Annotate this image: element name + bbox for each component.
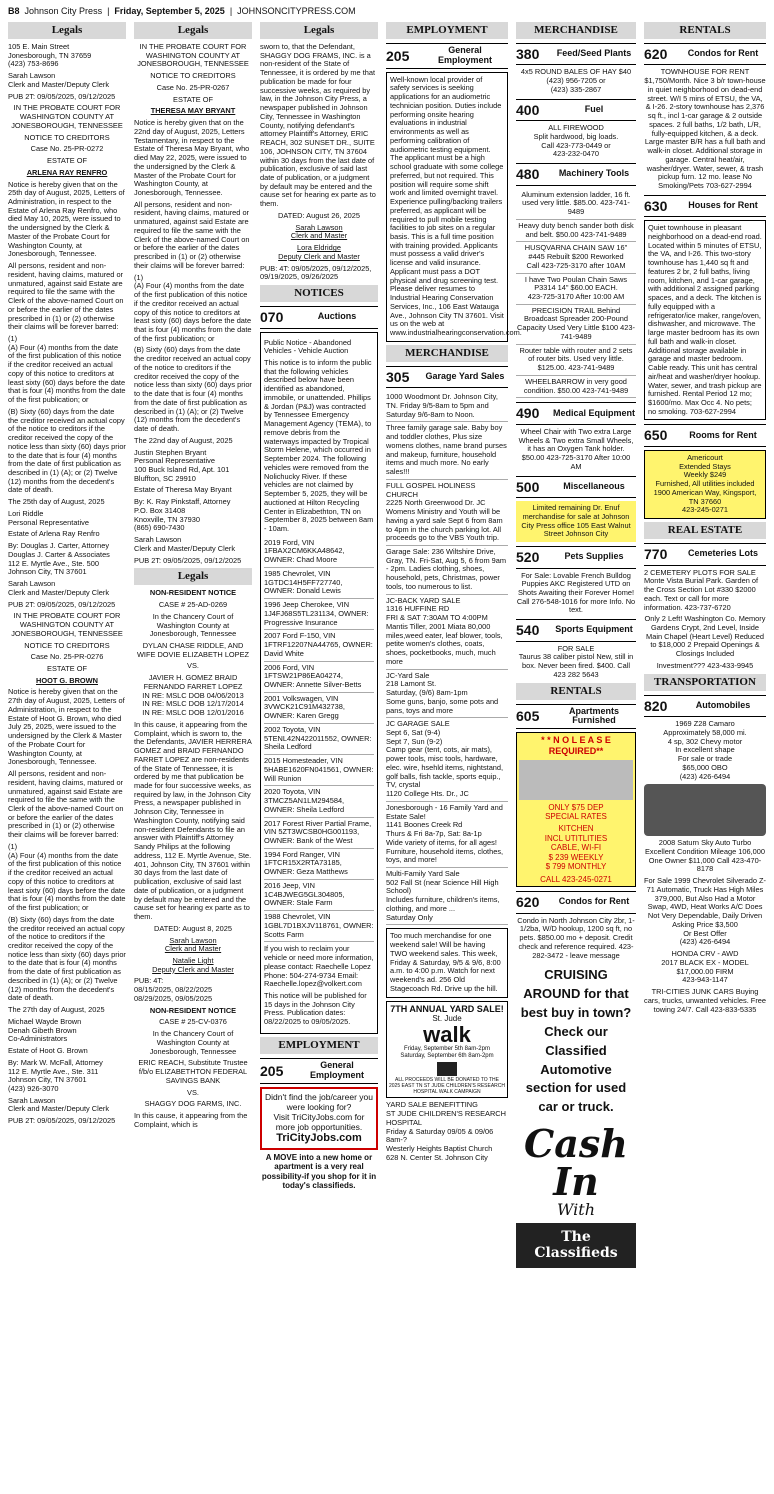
notice-body: sworn to, that the Defendant, SHAGGY DOG FRAMS, INC. is a non-resident of the State of Tennessee, it is ordered by me that publication be made for four successive weeks, as required by law, in the Johnson City Press, a newspaper published in Johnson City, Tennessee in Washington County, notifying defendant's attorney Plaintiff's Attorney, ERIC REACH, 302 SUNSET DR., SUITE 106, JOHNSON CITY, TN 37604 within 30 days from the last date of publication, exclusive of said last date of publication, or a judgment by default may be entered and the cause set for hearing ex parte as to them.	[260, 41, 376, 209]
case-number: Case No. 25-PR-0276	[30, 652, 104, 662]
auction-dates: This notice will be published for 15 days in the Johnson City Press. Publication dates: 08/22/2025 to 09/05/2025.	[264, 991, 367, 1027]
walk-brand: St. Jude	[432, 1014, 462, 1024]
category-employment	[260, 1058, 378, 1084]
car-photo	[644, 784, 766, 836]
section-header: MERCHANDISE	[516, 22, 636, 39]
court-heading: In the Chancery Court of Washington County at Jonesborough, Tennessee	[149, 611, 237, 639]
estate-name: HOOT G. BROWN	[36, 675, 98, 685]
court-heading: IN THE PROBATE COURT FOR WASHINGTON COUNTY AT JONESBOROUGH, TENNESSEE	[11, 611, 123, 638]
category-number: 770	[644, 546, 668, 563]
notice-body: (B) Sixty (60) days from the date the creditor received an actual copy of the notice to creditors if the creditor received the copy of the notice less than sixty (60) days prior to the date that is four (4) months from the date of first publication as described in (1) (A); or (2) Twelve (12) months from the decedent's date of death.	[8, 914, 126, 1003]
list-item: JC GARAGE SALE Sept 6, Sat (9-4) Sept 7, Sun (9-2) Camp gear (tent, cots, air mats), power tools, misc tools, hardware, elec. wire, hsehld items, nightstand, golf balls, fish tackle, sports equip., TV, crystal 1120 College Hts. Dr., JC	[386, 718, 508, 802]
classified-ad: Only 2 Left! Washington Co. Memory Gardens Crypt, 2nd Level, Inside Main Chapel (Heart Level) Reduced to $18,000 2 Prepaid Openings & Closings Included	[644, 614, 766, 659]
court-heading: In the Chancery Court of Washington County at Jonesborough, Tennessee	[149, 1029, 237, 1056]
list-item: Heavy duty bench sander both disk and belt. $50.00 423-741-9489	[516, 220, 636, 242]
list-item: Aluminum extension ladder, 16 ft. used very little. $85.00. 423-741-9489	[516, 189, 636, 220]
category-title: Rooms for Rent	[689, 429, 757, 440]
pub-dates: PUB: 4T: 09/05/2025, 09/12/2025, 09/19/2025, 09/26/2025	[260, 263, 372, 282]
category-number: 490	[516, 405, 540, 422]
category-number: 820	[644, 697, 668, 714]
pub-dates: PUB 2T: 09/05/2025, 09/12/2025	[8, 91, 116, 101]
notice-title: NOTICE TO CREDITORS	[24, 132, 110, 142]
walk-title: 7TH ANNUAL YARD SALE!	[390, 1003, 504, 1014]
rentals-column	[644, 22, 766, 1488]
legals-column-2	[134, 22, 252, 1488]
cruising-ad: CRUISING AROUND for that best buy in town? Check our Classified Automotive section for used car or truck.	[520, 967, 632, 1115]
classified-ad: Quiet townhouse in pleasant neighborhood on a dead-end road. Located within 5 minutes of ETSU, the VA, and I-26. This two-story townhouse has 1,440 sq ft and features 2 br, 2 full baths, living room, kitchen, and 1-car garage, with additional 2 assigned parking spaces, and a deck. The kitchen is fully equipped with a refrigerator/ice maker, range/oven, dishwasher, and microwave. The large master bedroom has its own full bath and walk-in closet. Additional storage available in garage and master bedroom. Cable ready. This unit has central air/heat and washer/dryer hookup. Water, sewer, and trash pickup are furnished. Rental Period 12 mo; $1600/mo. Max Occ 4. No pets; no smoking. 703-627-2994	[644, 220, 766, 420]
pub-dates: PUB 2T: 09/05/2025, 09/12/2025	[8, 599, 116, 609]
notice-title: NON-RESIDENT NOTICE	[149, 588, 237, 598]
category-title: Pets Supplies	[564, 551, 624, 562]
notice-title: NON-RESIDENT NOTICE	[149, 1005, 237, 1015]
category-title: Garage Yard Sales	[425, 371, 505, 382]
category-automobiles	[644, 695, 766, 718]
category-number: 305	[386, 368, 410, 385]
yard-sale-list	[386, 391, 508, 925]
notice-body: (1) (A) Four (4) months from the date of the first publication of this notice if the creditor received an actual copy of this notice to creditors at least sixty (60) days before the date that is four (4) months from the date of the first publication; or	[8, 334, 126, 405]
address: 105 E. Main Street Jonesborough, TN 37659 (423) 753-8696	[8, 41, 92, 69]
category-title: Medical Equipment	[552, 407, 635, 418]
category-title: Houses for Rent	[688, 200, 758, 211]
attorney: By: Douglas J. Carter, Attorney Douglas J. Carter & Associates 112 E. Myrtle Ave., Ste. 500 Johnson City, TN 37601	[8, 541, 110, 577]
category-auctions	[260, 306, 378, 329]
section-header: Legals	[260, 22, 378, 39]
auction-body: This notice is to inform the public that the following vehicles described below have been identified as abandoned, immobile, or unattended. Phillips & Jordan (P&J) was contracted by Tennessee Emergency Management Agency (TEMA), to remove debris from the waterways impacted by Tropical Storm Helene, which occurred in September 2024. The following vehicles were removed from the Nolichucky River. If these vehicles are not claimed by September 5, 2025, they will be auctioned at Hilton Recycling Center in Elizabethton, TN on September 8, 2025 between 8am - 10am.	[264, 358, 374, 533]
classified-ad: TOWNHOUSE FOR RENT $1,750/Month. Nice 3 b/r town-house in quiet neighborhood on dead-end street. W/I 5 mins of ETSU, the VA, & I-26. 2-story townhouse has 2,376 sq ft., incl 1-car garage & 2 outside spaces. 2 full baths, 1/2 bath, L/R, fully-equipped kitchen, & a deck. Large master B/R has a full bath and walk-in closet. Additional storage in garage. Central heat/air, washer/dryer. Water, sewer, & trash pickup furn. 12 mo. lease No Smoking/Pets 703-627-2994	[644, 67, 766, 191]
attorney: By: K. Ray Pinkstaff, Attorney P.O. Box 31408 Knoxville, TN 37930 (865) 690-7430	[134, 497, 231, 533]
cash-in-title: Cash In	[524, 1121, 628, 1205]
page-header: B8 Johnson City Press | Friday, September 5, 2025 | JOHNSONCITYPRESS.COM	[8, 6, 356, 16]
category-houses	[644, 195, 766, 218]
representative: Lori Riddle Personal Representative	[8, 508, 89, 527]
section-header: Legals	[8, 22, 126, 39]
defendants: JAVIER H. GOMEZ BRAID FERNANDO FARRET LOPEZ IN RE: MSLC DOB 04/06/2013 IN RE: MSLC DOB 12/17/2014 IN RE: MSLC DOB 12/01/2016	[142, 673, 244, 718]
category-title: Cemeteries Lots	[687, 548, 759, 559]
classified-ad: Limited remaining Dr. Enuf merchandise for sale at Johnson City Press office 105 East Walnut Street Johnson City	[516, 501, 636, 542]
signature: Sarah Lawson Clerk and Master	[164, 935, 222, 954]
category-rooms	[644, 424, 766, 447]
representative: Justin Stephen Bryant Personal Representative 100 Buck Island Rd, Apt. 101 Bluffton, SC 29910	[134, 447, 230, 483]
pub-dates: PUB 2T: 09/05/2025, 09/12/2025	[8, 1116, 116, 1126]
list-item: 2001 Volkswagen, VIN 3VWCK21C91M432738, OWNER: Karen Gregg	[264, 693, 374, 724]
classified-ad: 2008 Saturn Sky Auto Turbo Excellent Condition Mileage 106,000 One Owner $11,000 Call 423-470-8178	[645, 838, 765, 874]
list-item: Router table with router and 2 sets of router bits. Used very little. $125.00. 423-741-9489	[516, 345, 636, 376]
legals-column-1	[8, 22, 126, 1488]
auction-notice	[260, 332, 378, 1034]
category-number: 540	[516, 622, 540, 639]
list-item: 2016 Jeep, VIN 1C4BJWEG5GL304805, OWNER: Stale Farm	[264, 880, 374, 911]
category-number: 620	[644, 45, 668, 62]
section-header: TRANSPORTATION	[644, 674, 766, 691]
notice-body: (B) Sixty (60) days from the date the creditor received an actual copy of the notice to creditors if the creditor received the copy of the notice less than sixty (60) days prior to the date that is four (4) months from the date of first publication as described in (1) (A); or (2) Twelve (12) months from the decedent's date of death.	[8, 406, 126, 495]
classified-ad: Americourt Extended Stays Weekly $249 Furnished, All utilities included 1900 American Way, Kingsport, TN 37660 423-245-0271	[644, 450, 766, 519]
notice-body: In this cause, it appearing from the Complaint, which is	[134, 1110, 248, 1129]
classified-ad: Condo in North Johnson City 2br, 1-1/2ba, W/D hookup, 1200 sq ft, no pets. $850.00 mo + deposit. Credit check and reference required. 423-282-3472 - leave message	[517, 915, 635, 960]
notice-date: The 25th day of August, 2025	[8, 497, 105, 507]
list-item: 2019 Ford, VIN 1FBAX2CM6KKA48642, OWNER: Chad Moore	[264, 537, 374, 568]
list-item: FULL GOSPEL HOLINESS CHURCH 2225 North Greenwood Dr. JC Womens Ministry and Youth will be having a yard sale Sept 6 from 8am to 4pm in the church parking lot. All proceeds go to the VBS Youth trip.	[386, 480, 508, 546]
category-number: 620	[516, 894, 540, 911]
signature: Lora Eldridge Deputy Clerk and Master	[278, 243, 360, 261]
classified-ad: Wheel Chair with Two extra Large Wheels & Two extra Small Wheels, it has an Oxygen Tank holder. $50.00 423-725-3170 After 10:00 AM	[518, 426, 634, 471]
section-header: RENTALS	[516, 683, 636, 700]
list-item: 1985 Chevrolet, VIN 1GTDC14H5FF727740, OWNER: Donald Lewis	[264, 568, 374, 599]
section-header: Legals	[134, 568, 252, 585]
signature: Sarah Lawson Clerk and Master/Deputy Clerk	[134, 535, 236, 553]
site-url: JOHNSONCITYPRESS.COM	[237, 6, 356, 16]
category-number: 380	[516, 45, 540, 62]
yard-sale-ad: Too much merchandise for one weekend sale! Will be having TWO weekend sales. This week, Friday & Saturday, 9/5 & 9/6, 8:00 a.m. to 4:00 p.m. Watch for next weekend's ad. 256 Old Stagecoach Rd. Drive up the hill.	[386, 928, 508, 997]
list-item: Multi-Family Yard Sale 502 Fall St (near Science Hill High School) Includes furniture, children's items, clothing, and more ... Saturday Only	[386, 868, 508, 925]
notice-date: The 27th day of August, 2025	[8, 1005, 105, 1015]
tricityjobs-ad[interactable]	[260, 1087, 378, 1150]
category-machinery	[516, 163, 636, 186]
list-item: 2002 Toyota, VIN 5TENL42N422011552, OWNER: Sheila Ledford	[264, 724, 374, 755]
list-item: Three family garage sale. Baby boy and toddler clothes, Plus size womens clothes, name brand purses and makeup, furniture, household items and much more. No early sales!!!	[386, 422, 508, 479]
list-item: 2017 Forest River Partial Frame, VIN 5ZT3WCSB0HG001193, OWNER: Bank of the West	[264, 818, 374, 849]
estate-label: ESTATE OF	[47, 156, 87, 166]
list-item: 1000 Woodmont Dr. Johnson City, TN. Friday 9/5-8am to 5pm and Saturday 9/6-8am to Noon.	[386, 391, 508, 422]
category-number: 205	[386, 47, 410, 64]
st-jude-walk-ad	[386, 1001, 508, 1099]
category-condos	[644, 43, 766, 66]
st-jude-logo-icon	[437, 1062, 457, 1076]
section-header: EMPLOYMENT	[386, 22, 508, 39]
classified-ad: For Sale 1999 Chevrolet Silverado Z-71 Automatic, Truck Has High Miles 379,000, But Also Had a Motor Swap, 4WD, Heat Works A/C Does Not Very Dependable, Daily Driven Asking Price $3,500 Or Best Offer (423) 426-6494	[644, 876, 767, 947]
category-feed	[516, 43, 636, 66]
category-title: General Employment	[437, 44, 492, 65]
notice-body: (1) (A) Four (4) months from the date of the first publication of this notice if the creditor received an actual copy of this notice to creditors at least sixty (60) days before the date that is four (4) months from the date of the first publication; or	[8, 841, 126, 913]
classified-ad: 2 CEMETERY PLOTS FOR SALE Monte Vista Burial Park. Garden of the Cross Section Lot #330 $2000 each. Text or call for more information. 423-737-6720	[644, 567, 759, 612]
auction-title: Public Notice - Abandoned Vehicles - Vehicle Auction	[264, 337, 352, 356]
category-number: 650	[644, 427, 668, 444]
category-apartments	[516, 704, 636, 730]
legals-column-3	[260, 22, 378, 1488]
notice-date: DATED: August 8, 2025	[154, 923, 232, 933]
category-number: 480	[516, 166, 540, 183]
tool-list	[516, 189, 636, 399]
list-item: 1996 Jeep Cherokee, VIN 1J4FJ68S5TL231134, OWNER: Progressive Insurance	[264, 599, 374, 630]
classified-ad: HONDA CRV - AWD 2017 BLACK EX - MODEL $17,000.00 FIRM 423-943-1147	[661, 949, 749, 985]
versus: VS.	[187, 1087, 199, 1097]
apt-headline: * * N O L E A S E REQUIRED**	[541, 735, 611, 756]
list-item: I have Two Poulan Chain Saws P3314 14" $60.00 EACH. 423-725-3170 After 10:00 AM	[516, 274, 636, 305]
list-item: Jonesborough - 16 Family Yard and Estate Sale! 1141 Boones Creek Rd Thurs & Fri 8a-7p, Sat: 8a-1p Wide variety of items, for all ages! Furniture, household items, clothes, toys, and more!	[386, 802, 508, 868]
list-item: JC-BACK YARD SALE 1316 HUFFINE RD FRI & SAT 7:30AM TO 4:00PM Mantis Tiller, 2001 Miata 80,000 miles,weed eater, leaf blower, tools, petite women's clothes, coats, shoes, pocketbooks, much, much more	[386, 595, 508, 670]
category-title: Automobiles	[695, 699, 751, 710]
case-number: CASE # 25-AD-0269	[158, 600, 228, 610]
auction-contact: If you wish to reclaim your vehicle or need more information, please contact: Raechelle Lopez Phone: 504-274-9734 Email: Raechelle.lopez@volkert.com	[264, 944, 374, 989]
category-title: Auctions	[317, 311, 357, 322]
notice-body: (B) Sixty (60) days from the date the creditor received an actual copy of the notice to creditors if the creditor received the copy of the notice less than sixty (60) days prior to the date that is four (4) months from the date of first publication as described in (1) (A); or (2) Twelve (12) months from the decedent's date of death.	[134, 345, 252, 434]
issue-date: Friday, September 5, 2025	[114, 6, 225, 16]
category-cemeteries	[644, 543, 766, 566]
notice-body: Notice is hereby given that on the 22nd day of August, 2025, Letters Testamentary, in respect to the Estate of Theresa May Bryant, who died May 22, 2025, were issued to the undersigned by the Clerk & Master of the Probate Court for Washington County, at Jonesborough, Tennessee.	[134, 118, 250, 197]
estate-name: ARLENA RAY RENFRO	[26, 167, 108, 177]
pub-dates: PUB 2T: 09/05/2025, 09/12/2025	[134, 555, 242, 565]
list-item: HUSQVARNA CHAIN SAW 16" #445 Rebuilt $200 Reworked Call 423-725-3170 after 10AM	[516, 242, 636, 273]
category-medical	[516, 402, 636, 425]
list-item: 2020 Toyota, VIN 3TMCZ5AN1LM294584, OWNER: Sheila Ledford	[264, 786, 374, 817]
apt-phone: CALL 423-245-0271	[540, 874, 612, 884]
cash-in-classifieds: The Classifieds	[516, 1223, 636, 1268]
section-header: REAL ESTATE	[644, 522, 766, 539]
employment-column	[386, 22, 522, 1488]
apartment-photo	[519, 760, 633, 800]
category-sports	[516, 619, 636, 642]
list-item: WHEELBARROW in very good condition. $50.00 423-741-9489	[516, 376, 636, 398]
notice-body: Notice is hereby given that on the 25th day of August, 2025, Letters of Administration, in respect to the Estate of Arlena Ray Renfro, who died May 10, 2025, were issued to the undersigned by the Clerk & Master of the Probate Court for Washington County, at Jonesborough, Tennessee.	[8, 179, 125, 259]
classified-ad: TRI-CITIES JUNK CARS Buying cars, trucks, unwanted vehicles. Free towing 24/7. Call 423-833-5335	[644, 987, 766, 1014]
tcj-logo: TriCityJobs.com	[276, 1131, 362, 1144]
estate-ref: Estate of Theresa May Bryant	[134, 485, 232, 495]
section-header: RENTALS	[644, 22, 766, 39]
estate-name: THERESA MAY BRYANT	[150, 106, 236, 116]
notice-title: NOTICE TO CREDITORS	[150, 71, 236, 81]
list-item: JC-Yard Sale 218 Lamont St. Saturday, (9/6) 8am-1pm Some guns, banjo, some pots and pans, toys and more	[386, 670, 508, 719]
case-number: Case No. 25-PR-0272	[30, 144, 104, 154]
representative: Michael Wayde Brown Denah Gibeth Brown Co-Administrators	[8, 1016, 82, 1044]
list-item: 2006 Ford, VIN 1FTSW21P86EA04274, OWNER: Annette Silver-Betts	[264, 662, 374, 693]
estate-ref: Estate of Arlena Ray Renfro	[8, 529, 100, 539]
category-title: Condos for Rent	[687, 48, 759, 59]
walk-dates: Friday, September 5th 8am-2pm Saturday, September 6th 8am-2pm	[400, 1045, 494, 1059]
signature: Natalie Light Deputy Clerk and Master	[152, 955, 234, 974]
tcj-line: Visit TriCityJobs.com for more job opportunities.	[273, 1111, 365, 1132]
category-misc	[516, 476, 636, 499]
notice-date: DATED: August 26, 2025	[277, 210, 361, 220]
signature: Sarah Lawson Clerk and Master/Deputy Clerk	[8, 1095, 110, 1114]
category-title: General Employment	[309, 1059, 364, 1080]
category-number: 630	[644, 197, 668, 214]
category-pets	[516, 546, 636, 569]
estate-ref: Estate of Hoot G. Brown	[8, 1046, 88, 1056]
category-number: 070	[260, 309, 284, 326]
case-number: Case No. 25-PR-0267	[156, 82, 230, 92]
section-header: EMPLOYMENT	[260, 1037, 378, 1054]
list-item: PRECISION TRAIL Behind Broadcast Spreader 200-Pound Capacity Used Very Little $100 423-741-9489	[516, 305, 636, 345]
category-title: Machinery Tools	[558, 168, 630, 179]
cash-in-ad	[516, 1121, 636, 1268]
signature: Sarah Lawson Clerk and Master	[290, 222, 348, 241]
category-title: Condos for Rent	[558, 896, 630, 907]
notice-body: All persons, resident and non-resident, having claims, matured or unmatured, against said Estate are required to file the same with the Clerk of the above-named Court on or before the earlier of the dates prescribed in (1) or (2) otherwise their claims will be forever barred:	[8, 261, 124, 332]
list-item: 2015 Homesteader, VIN 5HABE1620FN041561, OWNER: Will Runion	[264, 755, 374, 786]
category-title: Feed/Seed Plants	[556, 48, 632, 59]
list-item: 2007 Ford F-150, VIN 1FTRF12207NA44765, OWNER: David White	[264, 630, 374, 661]
category-number: 605	[516, 708, 540, 725]
tcj-line: Didn't find the job/career you were looking for?	[265, 1091, 373, 1112]
notice-body: In this cause, it appearing from the Complaint, which is sworn to, the the Defendants, JAVIER HERRERA GOMEZ and BRAID FERNANDO FARRET LOPEZ are non-residents of the State of Tennessee, it is ordered by me that publication be made for four successive weeks, as required by law, in the Johnson City Press, a newspaper published in Johnson City, Tennessee in Washington County, notifying said non-resident Defendants to file an answer with Plaintiff's Attorney Sandy Philips at the following address, 112 E. Myrtle Avenue, Ste. 401, Johnson City, TN 37601 within 30 days from the last date of publication, exclusive of said last date of publication, or a judgment by default may be entered and the cause set for hearing ex parte as to them.	[134, 719, 252, 922]
merchandise-column	[516, 22, 636, 1488]
notice-body: All persons, resident and non-resident, having claims, matured or unmatured, against said Estate are required to file the same with the Clerk of the above-named Court on or before the earlier of the dates prescribed in (1) or (2) otherwise their claims will be forever barred:	[8, 769, 124, 840]
filler-ad: A MOVE into a new home or apartment is a very real possibility-if you shop for it in today's classifieds.	[261, 1152, 377, 1191]
list-item: Garage Sale: 236 Wiltshire Drive, Gray, TN. Fri-Sat, Aug 5, 6 from 9am - 2pm. Ladies clothing, shoes, household, pets, Christmas, power tools, too numerous to list.	[386, 546, 508, 595]
defendants: SHAGGY DOG FARMS, INC.	[144, 1099, 242, 1109]
walk-logo: walk	[423, 1021, 471, 1047]
plaintiffs: DYLAN CHASE RIDDLE, AND WIFE DOVIE ELIZABETH LOPEZ	[136, 641, 250, 659]
classified-ad: FOR SALE Taurus 38 caliber pistol New, still in box. Never been fired. $400. Call 423 282 5643	[518, 643, 634, 679]
job-ad: Well-known local provider of safety services is seeking applications for an audiometric technician position. Duties include performing onsite hearing evaluations in industrial environments as well as performing calibration of audiometric testing equipment. The applicant must be a high school graduate with some college preferred, but not required. This position will require some shift work and limited overnight travel. Experience pulling/backing trailers preferred, as applicant will be required to pull mobile testing facilities to job sites on a regular basis. This is a full time position with training provided. Applicants must possess a valid driver's license and valid insurance. Applicant must pass a DOT physical and drug screening test. Please deliver resumes to Industrial Hearing Conservation Services, Inc., 106 East Watauga Ave., Johnson City TN 37601. Visit us on the web at www.industrialhearingconservation.com.	[386, 72, 508, 342]
apartment-ad	[516, 732, 636, 887]
classified-ad: ALL FIREWOOD Split hardwood, big loads. Call 423-773-0449 or 423-232-0470	[533, 123, 619, 159]
apt-features: KITCHEN INCL UTITLITIES CABLE, WI-FI $ 239 WEEKLY $ 799 MONTHLY	[544, 824, 608, 872]
cash-in-with: With	[556, 1200, 595, 1220]
vehicle-list	[264, 537, 374, 943]
attorney: By: Mark W. McFall, Attorney 112 E. Myrtle Ave., Ste. 311 Johnson City, TN 37601 (423) 926-3070	[8, 1057, 103, 1094]
list-item: 1994 Ford Ranger, VIN 1FTCR15X2RTA73185, OWNER: Geza Matthews	[264, 849, 374, 880]
category-number: 400	[516, 101, 540, 118]
signature: Sarah Lawson Clerk and Master/Deputy Clerk	[8, 579, 110, 597]
section-header: Legals	[134, 22, 252, 39]
category-condos	[516, 891, 636, 914]
signature: Sarah Lawson Clerk and Master/Deputy Clerk	[8, 71, 110, 89]
section-header: MERCHANDISE	[386, 345, 508, 362]
classified-ad: Investment??? 423-433-9945	[656, 660, 754, 670]
estate-label: ESTATE OF	[47, 663, 87, 673]
list-item: 1988 Chevrolet, VIN 1GBL7D1BXJV118761, OWNER: Scotts Farm	[264, 911, 374, 942]
classified-ad: For Sale: Lovable French Bulldog Puppies AKC Registered UTD on Shots Awaiting their Forever Home! Call 276-548-1016 for more Info. No text.	[516, 570, 636, 615]
notice-title: NOTICE TO CREDITORS	[24, 640, 110, 650]
category-title: Fuel	[584, 104, 604, 114]
yard-sale-ad: YARD SALE BENEFITTING ST JUDE CHILDREN'S RESEARCH HOSPITAL Friday & Saturday 09/05 & 09/06 8am-? Westerly Heights Baptist Church 628 N. Center St. Johnson City	[386, 1100, 506, 1162]
notice-body: (1) (A) Four (4) months from the date of the first publication of this notice if the creditor received an actual copy of this notice to creditors at least sixty (60) days before the date that is four (4) months from the date of the first publication; or	[134, 272, 252, 343]
paper-name: Johnson City Press	[24, 6, 103, 16]
notice-body: All persons, resident and non-resident, having claims, matured or unmatured, against said Estate are required to file the same with the Clerk of the above-named Court on or before the earlier of the dates prescribed in (1) or (2) otherwise their claims will be forever barred:	[134, 199, 250, 270]
page-number: B8	[8, 6, 20, 16]
apt-deposit: ONLY $75 DEP SPECIAL RATES	[545, 802, 607, 822]
category-number: 205	[260, 1062, 284, 1079]
category-title: Miscellaneous	[563, 480, 625, 491]
section-header: NOTICES	[260, 285, 378, 302]
court-heading: IN THE PROBATE COURT FOR WASHINGTON COUNTY AT JONESBOROUGH, TENNESSEE	[137, 41, 249, 69]
category-employment	[386, 43, 508, 69]
category-fuel	[516, 99, 636, 122]
classified-ad: 1969 Z28 Camaro Approximately 58,000 mi. 4 sp, 302 Chevy motor In excellent shape For sale or trade $65,000 OBO (423) 426-6494	[663, 719, 747, 781]
versus: VS.	[187, 661, 199, 671]
notice-body: Notice is hereby given that on the 27th day of August, 2025, Letters of Administration, in respect to the Estate of Hoot G. Brown, who died July 25, 2025, were issued to the undersigned by the Clerk & Master of the Probate Court for Washington County, at Jonesborough, Tennessee.	[8, 687, 125, 767]
notice-date: The 22nd day of August, 2025	[134, 435, 233, 445]
category-yard-sales	[386, 366, 508, 389]
walk-note: ALL PROCEEDS WILL BE DONATED TO THE 2025 EAST TN ST JUDE CHILDREN'S RESEARCH HOSPITAL WALK CAMPAIGN	[389, 1076, 505, 1095]
plaintiffs: ERIC REACH, Substitute Trustee f/b/o ELIZABETHTON FEDERAL SAVINGS BANK	[138, 1058, 248, 1085]
court-heading: IN THE PROBATE COURT FOR WASHINGTON COUNTY AT JONESBOROUGH, TENNESSEE	[11, 103, 123, 130]
category-number: 500	[516, 478, 540, 495]
category-title: Sports Equipment	[555, 624, 633, 635]
category-number: 520	[516, 548, 540, 565]
case-number: CASE # 25-CV-0376	[159, 1017, 227, 1027]
classified-ad: 4x5 ROUND BALES OF HAY $40 (423) 956-7205 or (423) 335-2867	[520, 67, 632, 94]
category-title: Apartments Furnished	[568, 705, 619, 726]
pub-dates: PUB: 4T: 08/15/2025, 08/22/2025 08/29/2025, 09/05/2025	[134, 976, 213, 1003]
estate-label: ESTATE OF	[173, 94, 213, 104]
